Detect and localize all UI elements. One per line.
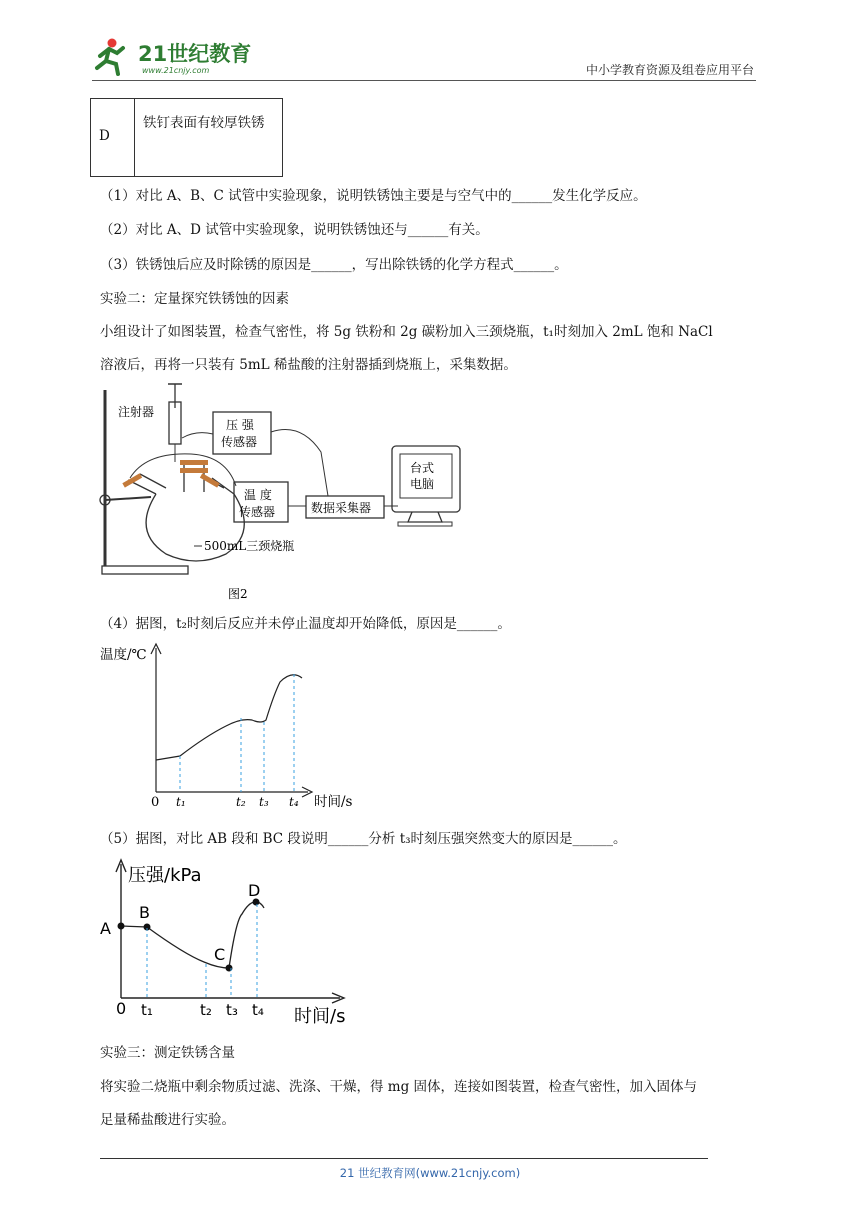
y-axis-label: 温度/℃ [100,647,147,663]
tick-t2: t₂ [236,795,246,809]
apparatus-diagram [96,382,476,608]
experiment-3-title: 实验三：测定铁锈含量 [100,1045,235,1061]
logo-text: 21世纪教育 [138,42,252,66]
experiment-2-desc-2: 溶液后，再将一只装有 5mL 稀盐酸的注射器插到烧瓶上，采集数据。 [100,357,517,373]
clamp-arm [105,497,151,500]
svg-text:数据采集器: 数据采集器 [311,501,372,515]
footer-divider [100,1158,708,1159]
svg-text:电脑: 电脑 [410,477,435,491]
tick-t1: t₁ [141,1001,153,1019]
stand-base [102,566,188,574]
tick-t3: t₃ [259,795,269,809]
footer-link[interactable]: 21 世纪教育网(www.21cnjy.com) [339,1166,521,1180]
logo-url: www.21cnjy.com [142,66,210,75]
temperature-chart [96,640,353,812]
origin-label: 0 [151,795,160,810]
question-5: （5）据图，对比 AB 段和 BC 段说明______分析 t₃时刻压强突然变大的原因是______。 [100,831,627,847]
svg-text:压 强: 压 强 [226,418,254,432]
header-platform-text: 中小学教育资源及组卷应用平台 [585,63,754,77]
syringe-label: 注射器 [118,405,155,419]
label-b: B [139,903,150,922]
figure-caption: 图2 [228,587,248,601]
tick-t4: t₄ [289,795,299,809]
svg-text:传感器: 传感器 [239,505,276,519]
result-table-row [90,98,283,177]
runner-icon [97,39,123,75]
svg-text:台式: 台式 [410,461,435,475]
tick-t4: t₄ [252,1001,264,1019]
stopper-center-2 [180,468,208,473]
label-c: C [214,945,226,964]
svg-text:传感器: 传感器 [221,435,258,449]
table-cell-text: 铁钉表面有较厚铁锈 [143,115,265,131]
tick-t3: t₃ [226,1001,238,1019]
question-1: （1）对比 A、B、C 试管中实验现象，说明铁锈蚀主要是与空气中的______发生化学反应。 [100,188,647,204]
x-axis-label: 时间/s [314,794,353,810]
label-a: A [100,919,111,938]
header-divider [92,80,756,81]
question-4: （4）据图，t₂时刻后反应并未停止温度却开始降低，原因是______。 [100,616,511,632]
stopper-center [180,460,208,465]
experiment-3-desc-1: 将实验二烧瓶中剩余物质过滤、洗涤、干燥，得 mg 固体，连接如图装置，检查气密性，加入固体与 [100,1079,698,1095]
question-3: （3）铁锈蚀后应及时除锈的原因是______，写出除铁锈的化学方程式______。 [100,257,568,273]
pressure-chart [96,856,366,1034]
question-2: （2）对比 A、D 试管中实验现象，说明铁锈蚀还与______有关。 [100,222,489,238]
stopper-right [200,473,220,487]
y-axis-label: 压强/kPa [128,865,202,886]
syringe-barrel [169,402,181,444]
tick-t1: t₁ [176,795,186,809]
experiment-2-desc-1: 小组设计了如图装置，检查气密性，将 5g 铁粉和 2g 碳粉加入三颈烧瓶，t₁时刻加入 2mL 饱和 NaCl [100,324,713,340]
x-axis-label: 时间/s [294,1006,346,1027]
table-cell-label: D [91,99,135,176]
svg-text:温 度: 温 度 [244,488,272,502]
label-d: D [248,881,261,900]
temperature-curve [156,675,302,760]
experiment-3-desc-2: 足量稀盐酸进行实验。 [100,1112,235,1128]
flask-label: 500mL三颈烧瓶 [204,539,295,553]
tick-t2: t₂ [200,1001,212,1019]
origin-label: 0 [116,999,127,1018]
site-logo [92,34,262,78]
experiment-2-title: 实验二：定量探究铁锈蚀的因素 [100,291,289,307]
point-a [118,923,125,930]
